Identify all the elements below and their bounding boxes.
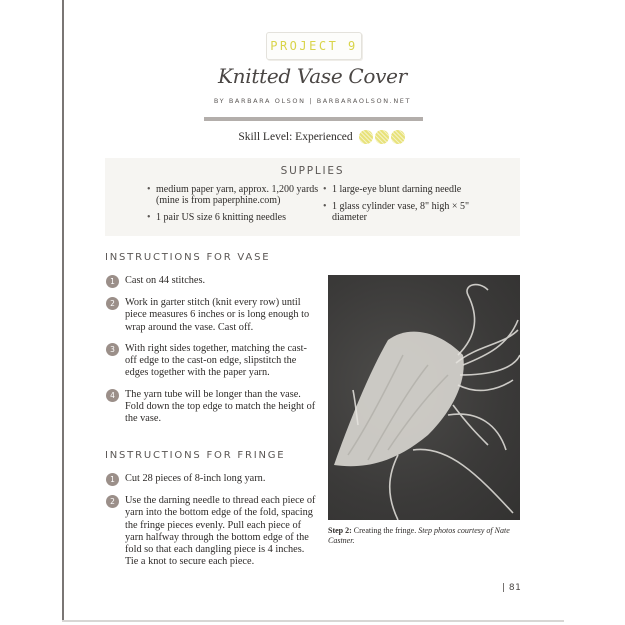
supplies-list-left <box>147 184 322 229</box>
step-text: Use the darning needle to thread each piece of yarn into the bottom edge of the fold, spacing the fringe pieces evenly. Pull each piece of yarn halfway through the bottom edge of the fold so that each dangling piece is 4 inches. Tie a knot to secure each piece. <box>125 495 316 568</box>
photo-caption <box>328 526 523 546</box>
vase-steps <box>106 275 316 435</box>
step-item <box>106 389 316 426</box>
step-number-badge: 3 <box>106 343 119 356</box>
author-byline: BY BARBARA OLSON | BARBARAOLSON.NET <box>213 97 412 105</box>
step-item <box>106 473 316 486</box>
step-number-badge: 4 <box>106 389 119 402</box>
supply-item: • 1 large-eye blunt darning needle <box>323 184 503 195</box>
step-number-badge: 1 <box>106 473 119 486</box>
title-divider <box>204 117 423 121</box>
supply-item: • 1 pair US size 6 knitting needles <box>147 212 322 223</box>
fringe-instructions-heading: INSTRUCTIONS FOR FRINGE <box>105 450 286 461</box>
supplies-heading: SUPPLIES <box>280 165 345 177</box>
step-photo <box>328 275 520 520</box>
skill-level <box>0 130 625 144</box>
page-number: | 81 <box>502 583 522 593</box>
step-number-badge: 2 <box>106 495 119 508</box>
step-item <box>106 495 316 569</box>
caption-credit: Step photos courtesy of Nate Castner. <box>328 526 510 545</box>
step-number-badge: 1 <box>106 275 119 288</box>
project-label: PROJECT 9 <box>270 39 358 53</box>
yarn-ball-icon <box>375 130 389 144</box>
yarn-ball-icon <box>359 130 373 144</box>
step-text: Cut 28 pieces of 8-inch long yarn. <box>125 473 266 484</box>
step-text: The yarn tube will be longer than the vase. Fold down the top edge to match the height of the vase. <box>125 388 316 425</box>
supply-item: • 1 glass cylinder vase, 8" high × 5" diameter <box>323 201 503 223</box>
caption-step-label: Step 2: <box>328 526 352 535</box>
step-item <box>106 297 316 334</box>
vase-instructions-heading: INSTRUCTIONS FOR VASE <box>105 252 271 263</box>
step-item <box>106 275 316 288</box>
supplies-panel <box>105 158 520 236</box>
supply-item: • medium paper yarn, approx. 1,200 yards (mine is from paperphine.com) <box>147 184 322 206</box>
page-title: Knitted Vase Cover <box>218 64 407 88</box>
page-bottom-edge <box>62 620 564 622</box>
caption-text: Creating the fringe. <box>351 526 419 535</box>
knitted-fringe-photo <box>328 275 520 520</box>
step-text: Work in garter stitch (knit every row) until piece measures 6 inches or is long enough to wrap around the vase. Cast off. <box>125 297 310 333</box>
step-text: With right sides together, matching the cast-off edge to the cast-on edge, slipstitch the edges together with the paper yarn. <box>125 342 307 379</box>
step-text: Cast on 44 stitches. <box>125 275 206 286</box>
step-item <box>106 343 316 380</box>
skill-level-label: Skill Level: Experienced <box>238 131 353 143</box>
skill-rating <box>359 130 405 144</box>
supplies-list-right <box>323 184 503 229</box>
fringe-steps <box>106 473 316 578</box>
yarn-ball-icon <box>391 130 405 144</box>
page-gutter-line <box>62 0 64 622</box>
step-number-badge: 2 <box>106 297 119 310</box>
project-badge <box>266 32 362 60</box>
